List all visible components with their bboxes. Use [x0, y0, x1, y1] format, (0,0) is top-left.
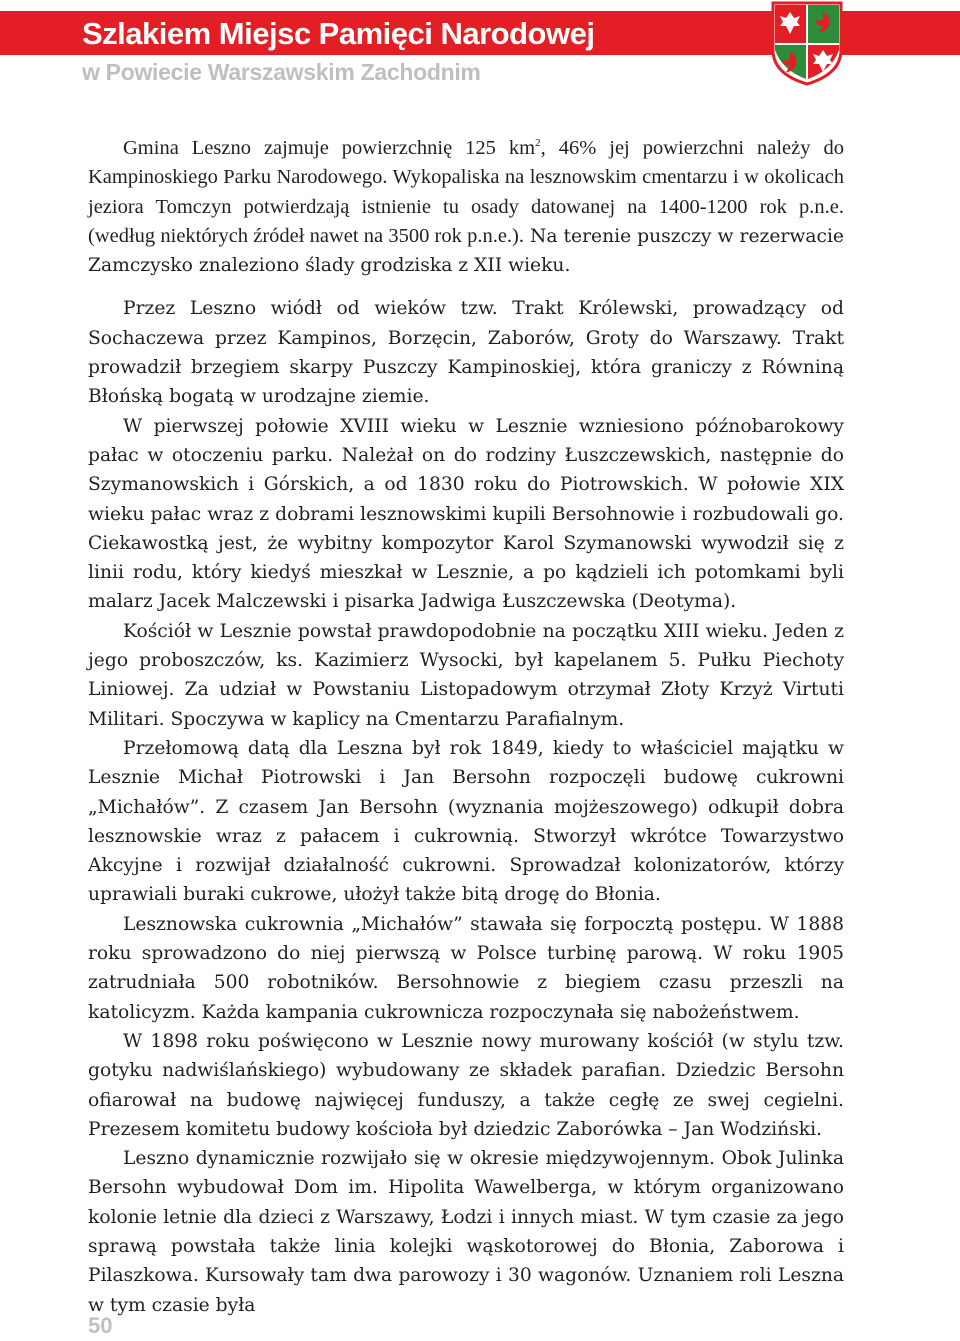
article-body [88, 134, 844, 1320]
page-subtitle: w Powiecie Warszawskim Zachodnim [82, 59, 481, 85]
paragraph: Leszno dynamicznie rozwijało się w okresie międzywojennym. Obok Julinka Bersohn wybudował Dom im. Hipolita Wawelberga, w którym organizowano kolonie letnie dla dzieci z Warszawy, Łodzi i innych miast. W tym czasie za jego sprawą powstała także linia kolejki wąskotorowej do Błonia, Zaborowa i Pilaszkowa. Kursowały tam dwa parowozy i 30 wagonów. Uznaniem roli Leszna w tym czasie była [88, 1148, 844, 1316]
paragraph: Lesznowska cukrownia „Michałów” stawała się forpocztą postępu. W 1888 roku sprowadzono do niej pierwszą w Polsce turbinę parową. W roku 1905 zatrudniała 500 robotników. Bersohnowie z biegiem czasu przeszli na katolicyzm. Każda kampania cukrownicza rozpoczynała się nabożeństwem. [88, 913, 844, 1023]
page-title: Szlakiem Miejsc Pamięci Narodowej [82, 16, 595, 51]
paragraph: W 1898 roku poświęcono w Lesznie nowy murowany kościół (w stylu tzw. gotyku nadwiślańskiego) wybudowany ze składek parafian. Dziedzic Bersohn ofiarował na budowę najwięcej funduszy, a także cegłę ze swej cegielni. Prezesem komitetu budowy kościoła był dziedzic Zaborówka – Jan Wodziński. [88, 1030, 844, 1140]
paragraph: Przełomową datą dla Leszna był rok 1849, kiedy to właściciel majątku w Lesznie Michał Piotrowski i Jan Bersohn rozpoczęli budowę cukrowni „Michałów”. Z czasem Jan Bersohn (wyznania mojżeszowego) odkupił dobra lesznowskie wraz z pałacem i cukrownią. Stworzył wkrótce Towarzystwo Akcyjne i rozwijał działalność cukrowni. Sprowadzał kolonizatorów, którzy uprawiali buraki cukrowe, ułożył także bitą drogę do Błonia. [88, 737, 844, 906]
coat-of-arms-icon [770, 0, 844, 86]
paragraph: Przez Leszno wiódł od wieków tzw. Trakt Królewski, prowadzący od Sochaczewa przez Kampinos, Borzęcin, Zaborów, Groty do Warszawy. Trakt prowadził brzegiem skarpy Puszczy Kampinoskiej, która graniczy z Równiną Błońską bogatą w urodzajne ziemie. [88, 298, 844, 408]
page-number: 50 [88, 1313, 113, 1338]
paragraph: Kościół w Lesznie powstał prawdopodobnie na początku XIII wieku. Jeden z jego proboszczów, ks. Kazimierz Wysocki, był kapelanem 5. Pułku Piechoty Liniowej. Za udział w Powstaniu Listopadowym otrzymał Złoty Krzyż Virtuti Militari. Spoczywa w kaplicy na Cmentarzu Parafialnym. [88, 620, 844, 730]
paragraph: W pierwszej połowie XVIII wieku w Lesznie wzniesiono późnobarokowy pałac w otoczeniu parku. Należał on do rodziny Łuszczewskich, następnie do Szymanowskich i Górskich, a od 1830 roku do Piotrowskich. W połowie XIX wieku pałac wraz z dobrami lesznowskimi kupili Bersohnowie i rozbudowali go. Ciekawostką jest, że wybitny kompozytor Karol Szymanowski wywodził się z linii rodu, który kiedyś mieszkał w Lesznie, a po kądzieli ich potomkami byli malarz Jacek Malczewski i pisarka Jadwiga Łuszczewska (Deotyma). [88, 415, 844, 613]
paragraph: Gmina Leszno zajmuje powierzchnię 125 $km^2$, 46% jej powierzchni należy do Kampinoskiego Parku Narodowego. Wykopaliska na lesznowskim cmentarzu i w okolicach jeziora Tomczyn potwierdzają istnienie tu osady datowanej na 1400-1200 rok p.n.e. (według niektórych źródeł nawet na 3500 rok p.n.e.). Na terenie puszczy w rezerwacie Zamczysko znaleziono ślady grodziska z XII wieku. [88, 137, 844, 277]
